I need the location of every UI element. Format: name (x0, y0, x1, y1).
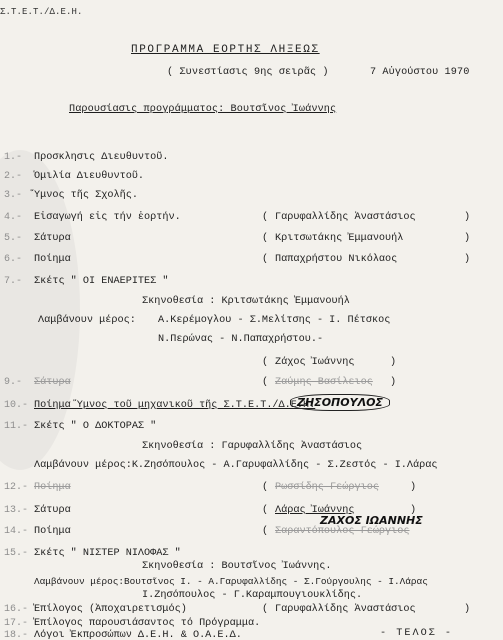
item-number: 12.- (4, 482, 29, 493)
item-text: Ὕμνος τῆς Σχολῆς. (34, 190, 138, 201)
paren-close: ) (464, 233, 471, 244)
presenter-line: Παρουσίασις προγράμματος: Βουτσῖνος Ἰωάννης (69, 104, 337, 115)
sketch1-extra-person: Ζάχος Ἰωάννης (275, 357, 355, 368)
sketch2-director: Σκηνοθεσία : Γαρυφαλλίδης Ἀναστάσιος (142, 441, 363, 452)
item-number: 13.- (4, 505, 29, 516)
item-text: Ποίημα (34, 526, 71, 537)
paren-close: ) (410, 505, 417, 516)
item-text: Λόγοι Ἐκπροσώπων Δ.Ε.Η. & Ο.Α.Ε.Δ. (34, 630, 242, 640)
paren-open: ( (262, 482, 269, 493)
item-person: Λάρας Ἰωάννης (275, 505, 355, 516)
item-number: 10.- (4, 400, 29, 411)
paren-open: ( (262, 604, 269, 615)
document-date: 7 Αὐγούστου 1970 (370, 67, 470, 78)
sketch3-cast-line1: Λαμβάνουν μέρος:Βουτσῖνος Ι. - Α.Γαρυφαλλίδης - Σ.Γούργουλης - Ι.Λάρας (34, 576, 428, 587)
handwritten-note: ΖΗΣΟΠΟΥΛΟΣ (290, 394, 390, 411)
item-text: Ἐπίλογος παρουσιάσαντος τό Πρόγραμμα. (34, 618, 261, 629)
item-text-struck: Σάτυρα (34, 377, 71, 388)
sketch1-cast-line2: Ν.Περώνας - Ν.Παπαχρήστου.- (158, 334, 324, 345)
paren-close: ) (390, 377, 397, 388)
item-person-struck: Ρωσσίδης Γεώργιος (275, 482, 379, 493)
item-text-handwritten: Ποίημα Ὕμνος τοῦ μηχανικοῦ τῆς Σ.Τ.Ε.Τ./Δ.Ε.Η. (34, 400, 316, 411)
paren-open: ( (262, 233, 269, 244)
item-text: Ποίημα (34, 254, 71, 265)
item-text: Σκέτς " Ο ΔΟΚΤΟΡΑΣ " (34, 421, 157, 432)
paren-close: ) (464, 212, 471, 223)
item-text-struck: Ποίημα (34, 482, 71, 493)
item-person-struck: Σαραντόπουλος Γεώργιος (275, 526, 410, 537)
paren-open: ( (262, 526, 269, 537)
item-person: Γαρυφαλλίδης Ἀναστάσιος (275, 604, 416, 615)
item-number: 6.- (4, 254, 23, 265)
paren-open: ( (262, 377, 269, 388)
item-number: 15.- (4, 548, 29, 559)
document-footer: - ΤΕΛΟΣ - (380, 628, 454, 639)
item-number: 7.- (4, 276, 23, 287)
item-text: Σάτυρα (34, 505, 71, 516)
item-text: Σάτυρα (34, 233, 71, 244)
item-person-struck: Ζαύμης Βασίλειος (275, 377, 373, 388)
item-number: 18.- (4, 630, 29, 640)
item-number: 9.- (4, 377, 23, 388)
sketch3-director: Σκηνοθεσία : Βουτσῖνος Ἰωάννης. (142, 561, 332, 572)
sketch1-director: Σκηνοθεσία : Κριτσωτάκης Ἐμμανουήλ (142, 296, 350, 307)
paren-open: ( (262, 254, 269, 265)
sketch1-cast-label: Λαμβάνουν μέρος: (38, 315, 136, 326)
header-code: Σ.Τ.Ε.Τ./Δ.Ε.Η. (0, 7, 83, 17)
item-number: 1.- (4, 152, 23, 163)
paren-open: ( (262, 505, 269, 516)
item-number: 4.- (4, 212, 23, 223)
paren-open: ( (262, 212, 269, 223)
item-text: Σκέτς " ΟΙ ΕΝΑΕΡΙΤΕΣ " (34, 276, 169, 287)
paren-close: ) (464, 254, 471, 265)
item-number: 5.- (4, 233, 23, 244)
item-text: Ἐπίλογος (Ἀποχαιρετισμός) (34, 604, 187, 615)
paren-close: ) (410, 482, 417, 493)
item-text: Σκέτς " ΝΙΣΤΕΡ ΝΙΛΟΦΑΣ " (34, 548, 181, 559)
sketch3-cast-line2: Ι.Ζησόπουλος - Γ.Καραμπουγιουκλίδης. (142, 590, 363, 601)
sketch1-cast-line1: Α.Κερέμογλου - Σ.Μελίτσης - Ι. Πέτσκος (158, 315, 391, 326)
item-text: Ὁμιλία Διευθυντοῦ. (34, 171, 145, 182)
sketch2-cast: Λαμβάνουν μέρος:Κ.Ζησόπουλος - Α.Γαρυφαλλίδης - Σ.Ζεστός - Ι.Λάρας (34, 460, 438, 471)
paren-open: ( (262, 357, 269, 368)
item-person: Γαρυφαλλίδης Ἀναστάσιος (275, 212, 416, 223)
item-person: Κριτσωτάκης Ἐμμανουήλ (275, 233, 404, 244)
item-number: 11.- (4, 421, 29, 432)
document-title: ΠΡΟΓΡΑΜΜΑ ΕΟΡΤΗΣ ΛΗΞΕΩΣ (131, 44, 320, 56)
paren-close: ) (390, 357, 397, 368)
paren-close: ) (464, 604, 471, 615)
item-number: 16.- (4, 604, 29, 615)
handwritten-note: ΖΑΧΟΣ ΙΩΑΝΝΗΣ (320, 514, 423, 527)
item-number: 17.- (4, 618, 29, 629)
item-number: 2.- (4, 171, 23, 182)
item-text: Προσκλησις Διευθυντοῦ. (34, 152, 169, 163)
item-text: Εἰσαγωγή εἰς τήν ἑορτήν. (34, 212, 181, 223)
document-subtitle: ( Συνεστίασις 9ης σειρᾶς ) (167, 67, 329, 78)
item-number: 3.- (4, 190, 23, 201)
item-person: Παπαχρήστου Νικόλαος (275, 254, 398, 265)
item-number: 14.- (4, 526, 29, 537)
